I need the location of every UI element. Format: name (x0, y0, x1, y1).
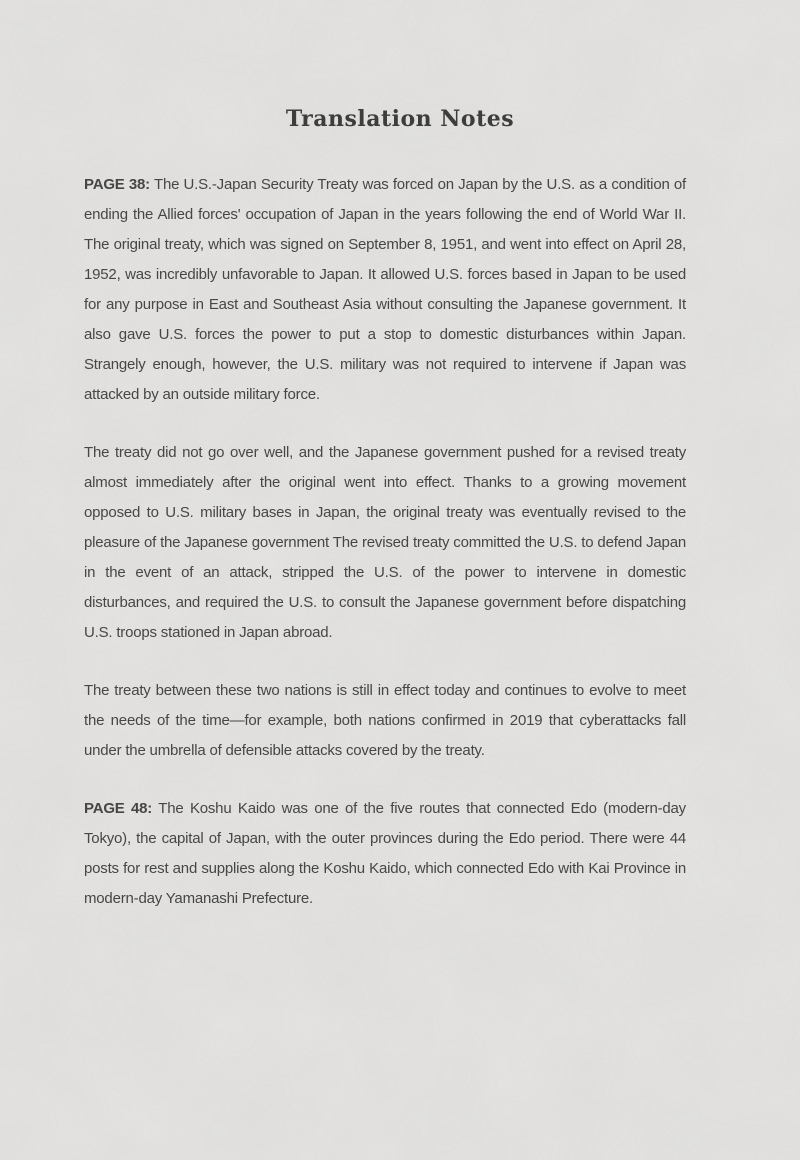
page-title: Translation Notes (285, 106, 515, 132)
note-paragraph-treaty-revision (84, 438, 686, 648)
paragraph-text: The U.S.-Japan Security Treaty was forced on Japan by the U.S. as a condition of ending the Allied forces' occupation of Japan in the years following the end of World War II. The original treaty, which was signed on September 8, 1951, and went into effect on April 28, 1952, was incredibly unfavorable to Japan. It allowed U.S. forces based in Japan to be used for any purpose in East and Southeast Asia without consulting the Japanese government. It also gave U.S. forces the power to put a stop to domestic disturbances within Japan. Strangely enough, however, the U.S. military was not required to intervene if Japan was attacked by an outside military force. (84, 176, 686, 403)
note-paragraph-treaty-today (84, 676, 686, 766)
note-paragraph-page-38 (84, 170, 686, 410)
page-ref-label: PAGE 48: (84, 800, 153, 817)
paragraph-text: The treaty between these two nations is still in effect today and continues to evolve to meet the needs of the time—for example, both nations confirmed in 2019 that cyberattacks fall under the umbrella of defensible attacks covered by the treaty. (84, 682, 686, 759)
paragraph-text: The Koshu Kaido was one of the five routes that connected Edo (modern-day Tokyo), the capital of Japan, with the outer provinces during the Edo period. There were 44 posts for rest and supplies along the Koshu Kaido, which connected Edo with Kai Province in modern-day Yamanashi Prefecture. (84, 800, 686, 907)
notes-body (84, 170, 686, 914)
paragraph-text: The treaty did not go over well, and the Japanese government pushed for a revised treaty almost immediately after the original went into effect. Thanks to a growing movement opposed to U.S. military bases in Japan, the original treaty was eventually revised to the pleasure of the Japanese government The revised treaty committed the U.S. to defend Japan in the event of an attack, stripped the U.S. of the power to intervene in domestic disturbances, and required the U.S. to consult the Japanese government before dispatching U.S. troops stationed in Japan abroad. (84, 444, 686, 641)
page-ref-label: PAGE 38: (84, 176, 150, 193)
note-paragraph-page-48 (84, 794, 686, 914)
